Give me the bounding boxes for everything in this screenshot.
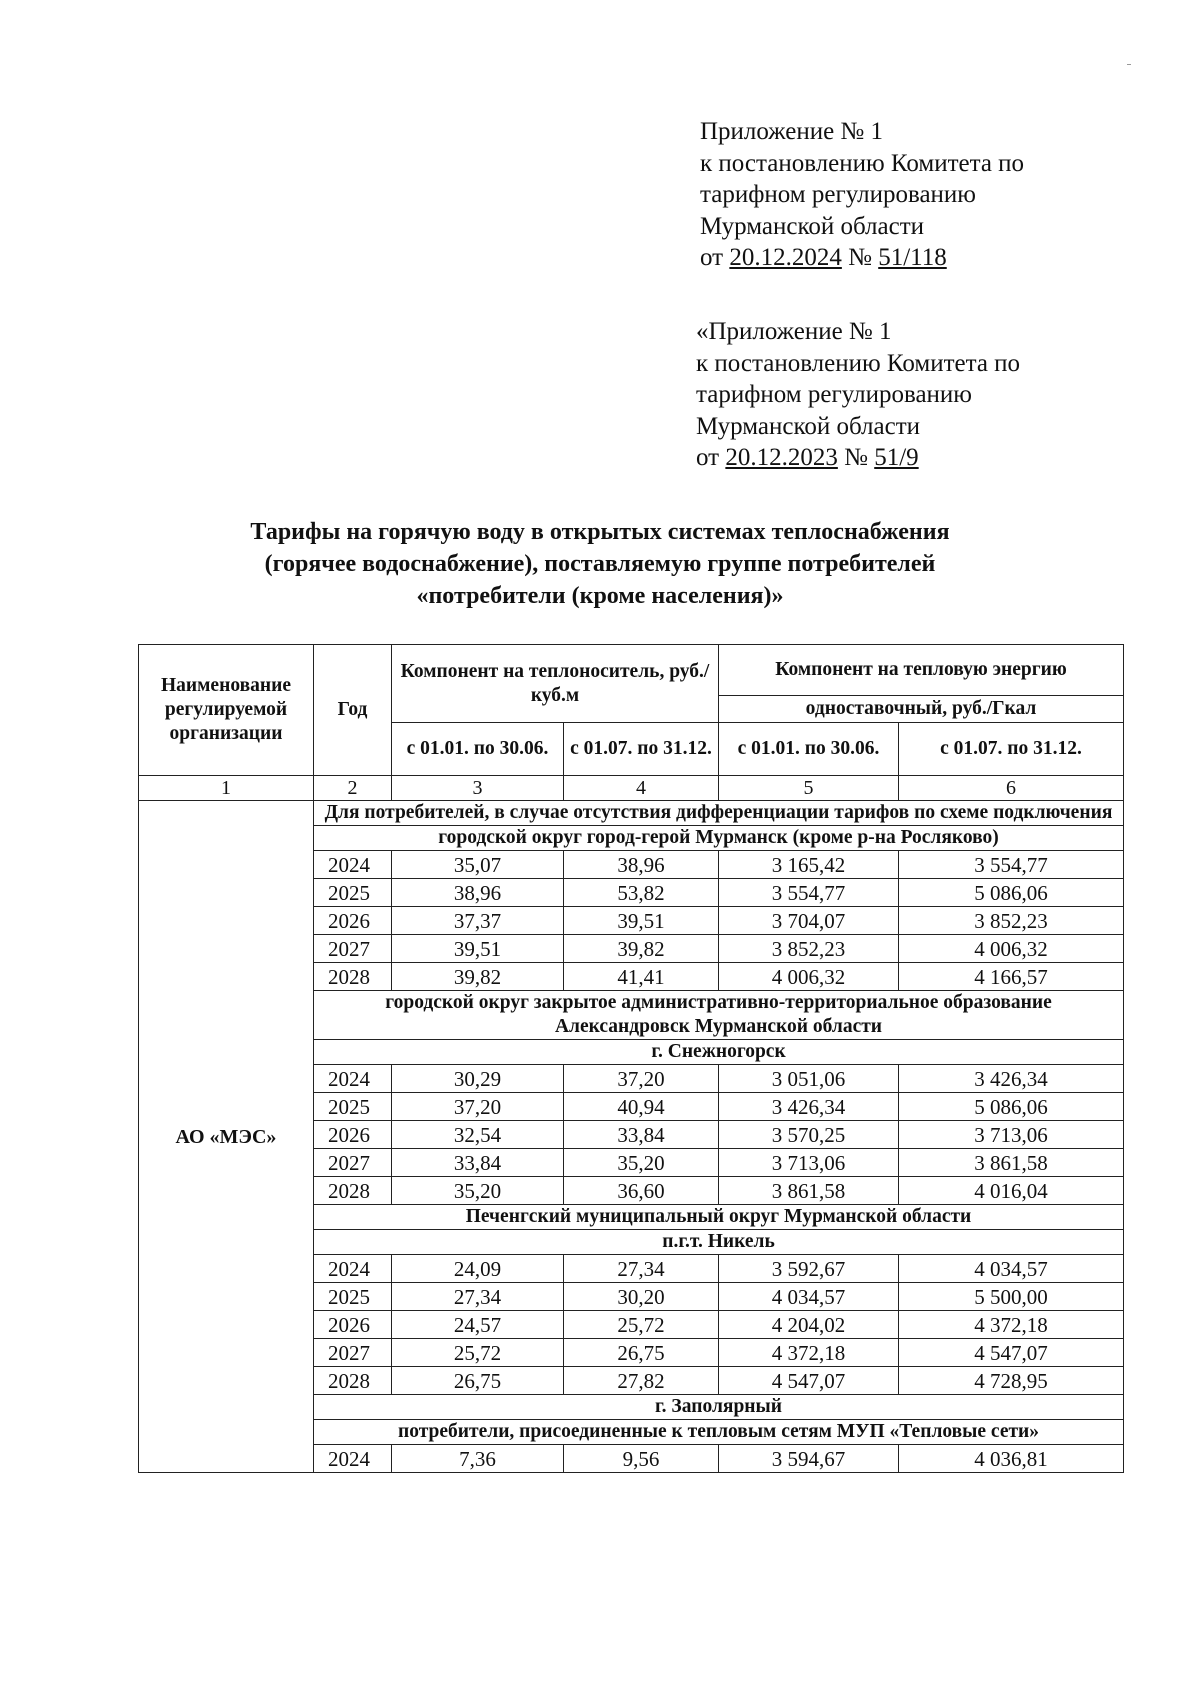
value-cell: 3 852,23 [899, 907, 1124, 935]
header-heat-component: Компонент на тепловую энергию [719, 645, 1124, 696]
value-cell: 4 372,18 [899, 1311, 1124, 1339]
value-cell: 3 592,67 [719, 1255, 899, 1283]
value-cell: 24,09 [392, 1255, 564, 1283]
year-cell: 2024 [314, 1065, 392, 1093]
appendix-line: Мурманской области [696, 412, 921, 440]
year-cell: 2026 [314, 1311, 392, 1339]
value-cell: 4 166,57 [899, 963, 1124, 991]
value-cell: 4 036,81 [899, 1445, 1124, 1473]
value-cell: 4 034,57 [719, 1283, 899, 1311]
year-cell: 2024 [314, 1255, 392, 1283]
year-cell: 2025 [314, 879, 392, 907]
header-period: с 01.01. по 30.06. [392, 723, 564, 776]
value-cell: 25,72 [392, 1339, 564, 1367]
value-cell: 7,36 [392, 1445, 564, 1473]
subsection-consumers-note: потребители, присоединенные к тепловым сетям МУП «Тепловые сети» [314, 1420, 1124, 1445]
section-aleksandrovsk: городской округ закрытое административно-территориальное образование Александровск Мурманской области [314, 991, 1124, 1040]
year-cell: 2025 [314, 1283, 392, 1311]
value-cell: 3 570,25 [719, 1121, 899, 1149]
value-cell: 27,82 [564, 1367, 719, 1395]
value-cell: 38,96 [564, 851, 719, 879]
date-prefix: от [700, 244, 724, 271]
value-cell: 3 852,23 [719, 935, 899, 963]
appendix-line: тарифном регулированию [700, 181, 976, 208]
column-number: 3 [392, 776, 564, 801]
tariff-table [138, 644, 1124, 1473]
value-cell: 4 016,04 [899, 1177, 1124, 1205]
value-cell: 32,54 [392, 1121, 564, 1149]
date-prefix: от [696, 444, 720, 471]
value-cell: 3 713,06 [899, 1121, 1124, 1149]
value-cell: 3 704,07 [719, 907, 899, 935]
value-cell: 36,60 [564, 1177, 719, 1205]
value-cell: 4 034,57 [899, 1255, 1124, 1283]
value-cell: 5 086,06 [899, 1093, 1124, 1121]
value-cell: 5 500,00 [899, 1283, 1124, 1311]
value-cell: 4 547,07 [899, 1339, 1124, 1367]
value-cell: 53,82 [564, 879, 719, 907]
appendix-line: Приложение № 1 [700, 118, 884, 145]
value-cell: 3 861,58 [899, 1149, 1124, 1177]
appendix-date-line [696, 442, 1020, 474]
year-cell: 2025 [314, 1093, 392, 1121]
year-cell: 2024 [314, 1445, 392, 1473]
value-cell: 3 554,77 [719, 879, 899, 907]
appendix-note-previous [696, 316, 1020, 474]
value-cell: 5 086,06 [899, 879, 1124, 907]
value-cell: 27,34 [392, 1283, 564, 1311]
value-cell: 4 006,32 [719, 963, 899, 991]
column-number: 6 [899, 776, 1124, 801]
subsection-zapolyarny: г. Заполярный [314, 1395, 1124, 1420]
value-cell: 35,07 [392, 851, 564, 879]
value-cell: 41,41 [564, 963, 719, 991]
section-note: Для потребителей, в случае отсутствия дифференциации тарифов по схеме подключения [314, 801, 1124, 826]
year-cell: 2027 [314, 1149, 392, 1177]
value-cell: 27,34 [564, 1255, 719, 1283]
value-cell: 3 594,67 [719, 1445, 899, 1473]
resolution-date: 20.12.2024 [729, 244, 842, 271]
header-coolant-component: Компонент на теплоноситель, руб./куб.м [392, 645, 719, 723]
column-number-row [139, 776, 1124, 801]
value-cell: 3 861,58 [719, 1177, 899, 1205]
header-period: с 01.01. по 30.06. [719, 723, 899, 776]
resolution-number: 51/118 [878, 244, 947, 271]
subsection-nikel: п.г.т. Никель [314, 1230, 1124, 1255]
column-number: 4 [564, 776, 719, 801]
value-cell: 35,20 [392, 1177, 564, 1205]
column-number: 2 [314, 776, 392, 801]
title-line: (горячее водоснабжение), поставляемую группе потребителей [264, 551, 936, 577]
section-murmansk: городской округ город-герой Мурманск (кроме р-на Росляково) [314, 826, 1124, 851]
value-cell: 38,96 [392, 879, 564, 907]
value-cell: 4 547,07 [719, 1367, 899, 1395]
header-period: с 01.07. по 31.12. [899, 723, 1124, 776]
value-cell: 37,20 [564, 1065, 719, 1093]
value-cell: 33,84 [392, 1149, 564, 1177]
value-cell: 26,75 [564, 1339, 719, 1367]
value-cell: 39,51 [392, 935, 564, 963]
value-cell: 40,94 [564, 1093, 719, 1121]
value-cell: 30,20 [564, 1283, 719, 1311]
value-cell: 30,29 [392, 1065, 564, 1093]
value-cell: 3 426,34 [899, 1065, 1124, 1093]
value-cell: 4 728,95 [899, 1367, 1124, 1395]
year-cell: 2024 [314, 851, 392, 879]
appendix-line: к постановлению Комитета по [696, 349, 1021, 377]
year-cell: 2028 [314, 1367, 392, 1395]
subsection-snezhnogorsk: г. Снежногорск [314, 1040, 1124, 1065]
scan-mark [1127, 64, 1131, 65]
value-cell: 39,51 [564, 907, 719, 935]
number-sign: № [848, 244, 872, 271]
value-cell: 37,37 [392, 907, 564, 935]
value-cell: 4 204,02 [719, 1311, 899, 1339]
year-cell: 2026 [314, 1121, 392, 1149]
header-heat-single-rate: одноставочный, руб./Гкал [719, 696, 1124, 723]
value-cell: 26,75 [392, 1367, 564, 1395]
header-organization: Наименование регулируемой организации [139, 645, 314, 776]
document-title [150, 516, 1050, 612]
value-cell: 4 006,32 [899, 935, 1124, 963]
resolution-date: 20.12.2023 [725, 444, 838, 471]
value-cell: 3 426,34 [719, 1093, 899, 1121]
appendix-line: «Приложение № 1 [696, 318, 892, 345]
value-cell: 39,82 [564, 935, 719, 963]
year-cell: 2027 [314, 1339, 392, 1367]
tariff-table-wrapper [138, 644, 1123, 1473]
value-cell: 3 051,06 [719, 1065, 899, 1093]
year-cell: 2027 [314, 935, 392, 963]
appendix-note-current [700, 116, 1024, 274]
value-cell: 3 554,77 [899, 851, 1124, 879]
year-cell: 2028 [314, 1177, 392, 1205]
number-sign: № [844, 444, 868, 471]
organization-name: АО «МЭС» [139, 801, 314, 1473]
value-cell: 35,20 [564, 1149, 719, 1177]
column-number: 1 [139, 776, 314, 801]
value-cell: 3 165,42 [719, 851, 899, 879]
value-cell: 4 372,18 [719, 1339, 899, 1367]
appendix-line: Мурманской области [700, 212, 925, 240]
section-pechenga: Печенгский муниципальный округ Мурманской области [314, 1205, 1124, 1230]
value-cell: 9,56 [564, 1445, 719, 1473]
year-cell: 2026 [314, 907, 392, 935]
year-cell: 2028 [314, 963, 392, 991]
value-cell: 39,82 [392, 963, 564, 991]
appendix-date-line [700, 242, 1024, 274]
column-number: 5 [719, 776, 899, 801]
title-line: Тарифы на горячую воду в открытых системах теплоснабжения [250, 519, 950, 545]
appendix-line: к постановлению Комитета по [700, 149, 1025, 177]
resolution-number: 51/9 [874, 444, 919, 471]
value-cell: 25,72 [564, 1311, 719, 1339]
value-cell: 33,84 [564, 1121, 719, 1149]
value-cell: 3 713,06 [719, 1149, 899, 1177]
value-cell: 24,57 [392, 1311, 564, 1339]
title-line: «потребители (кроме населения)» [416, 583, 784, 609]
value-cell: 37,20 [392, 1093, 564, 1121]
appendix-line: тарифном регулированию [696, 381, 972, 408]
header-year: Год [314, 645, 392, 776]
header-period: с 01.07. по 31.12. [564, 723, 719, 776]
